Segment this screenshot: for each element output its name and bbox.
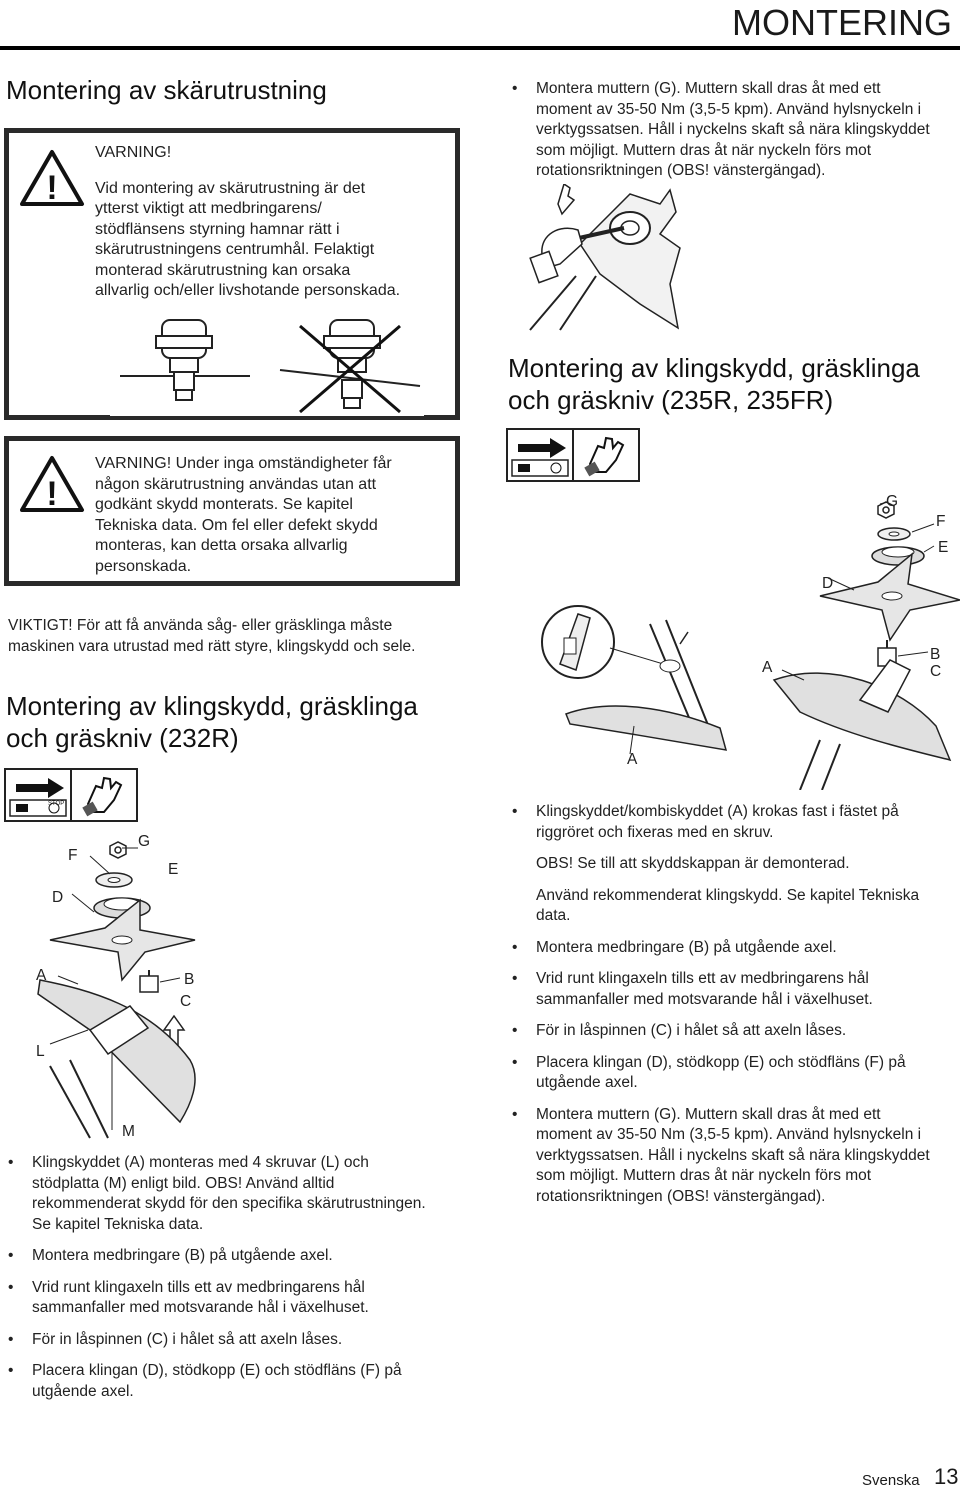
warning2-line: godkänt skydd monterats. Se kapitel (95, 496, 353, 513)
diagram-235r (760, 490, 960, 790)
list-item (506, 1021, 958, 1042)
label-g: G (886, 493, 899, 510)
list-item (506, 938, 958, 959)
bullet-list-235r (506, 802, 958, 1207)
list-item (2, 1153, 468, 1235)
warning-line: ytterst viktigt att medbringarens/ (95, 200, 322, 217)
bullet-line: som möjligt. Muttern dras åt när nyckeln förs mot (536, 1167, 872, 1184)
section-heading-skarutrustning: Montering av skärutrustning (6, 75, 327, 105)
warning-line: monterad skärutrustning kan orsaka (95, 261, 351, 279)
label-f: F (68, 847, 78, 864)
label-m: M (122, 1123, 135, 1140)
warning-title: VARNING! (95, 144, 172, 161)
bullet-line: • Montera medbringare (B) på utgående axel. (32, 1247, 333, 1264)
nut-tightening-illustration (520, 184, 720, 334)
important-note (8, 616, 468, 657)
warning-box-guard (4, 436, 460, 586)
bullet-line: rekommenderat skydd för den specifika skärutrustningen. (32, 1195, 426, 1212)
diagram-232r (30, 830, 230, 1140)
bullet-line: • Vrid runt klingaxeln tills ett av medbringarens hål (536, 970, 869, 987)
bullet-line: • Vrid runt klingaxeln tills ett av medbringarens hål (32, 1278, 365, 1296)
bullet-line: stödplatta (M) enligt bild. OBS! Använd alltid (32, 1174, 335, 1192)
warning-line: stödflänsens styrning hamnar rätt i (95, 220, 340, 238)
page-header-title: MONTERING (732, 2, 952, 43)
list-item (506, 969, 958, 1010)
list-item (506, 79, 958, 182)
svg-text:!: ! (46, 169, 58, 207)
list-item-note (506, 854, 958, 875)
warning2-line: VARNING! Under inga omständigheter får (95, 455, 392, 472)
bullet-line: utgående axel. (536, 1074, 638, 1091)
bullet-line: • Klingskyddet (A) monteras med 4 skruvar (L) och (32, 1154, 369, 1171)
bullet-line: • Klingskyddet/kombiskyddet (A) krokas fast i fästet på (536, 803, 899, 820)
bullet-line: • Montera medbringare (B) på utgående axel. (536, 938, 837, 956)
label-e: E (938, 539, 949, 556)
svg-text:!: ! (46, 475, 58, 513)
bullet-line: • Montera muttern (G). Muttern skall dras åt med ett (536, 1105, 881, 1123)
warning2-line: personskada. (95, 557, 192, 575)
label-g: G (138, 833, 151, 850)
note-line: data. (536, 907, 571, 924)
label-b: B (184, 971, 195, 988)
bullet-line: Se kapitel Tekniska data. (32, 1215, 204, 1233)
list-item (2, 1246, 468, 1267)
blade-centering-illustration (110, 316, 424, 416)
important-line: VIKTIGT! För att få använda såg- eller gräsklinga måste (8, 617, 393, 634)
list-item (506, 1105, 958, 1208)
list-item (506, 802, 958, 843)
stop-engine-gloves-icon (506, 428, 640, 482)
bullet-line: moment av 35-50 Nm (3,5-5 kpm). Använd hylsnyckeln i (536, 100, 922, 118)
warning2-line: Tekniska data. Om fel eller defekt skydd (95, 516, 378, 534)
bullet-line: utgående axel. (32, 1382, 134, 1400)
label-b: B (930, 646, 941, 663)
stop-engine-gloves-icon (4, 768, 138, 822)
guard-hook-illustration (530, 604, 760, 772)
list-item-note (506, 886, 958, 927)
bullet-line: sammanfaller med motsvarande hål i växelhuset. (536, 990, 873, 1008)
footer-page-number: 13 (934, 1464, 959, 1489)
label-c: C (930, 663, 942, 680)
heading-line: och gräskniv (235R, 235FR) (508, 385, 834, 415)
list-item (2, 1361, 468, 1402)
label-l: L (36, 1043, 45, 1060)
label-a: A (762, 659, 773, 676)
bullet-line: • För in låspinnen (C) i hålet så att axeln låses. (32, 1330, 343, 1348)
list-item (506, 1053, 958, 1094)
warning-triangle-icon (19, 149, 85, 207)
bullet-line: rotationsriktningen (OBS! vänstergängad). (536, 162, 826, 179)
label-e: E (168, 861, 179, 878)
heading-line: Montering av klingskydd, gräsklinga (508, 353, 920, 383)
warning2-line: monteras, kan detta orsaka allvarlig (95, 537, 348, 554)
label-d: D (822, 575, 834, 592)
heading-line: Montering av klingskydd, gräsklinga (6, 691, 418, 721)
bullet-line: • Placera klingan (D), stödkopp (E) och stödfläns (F) på (32, 1362, 402, 1379)
bullet-line: • För in låspinnen (C) i hålet så att axeln låses. (536, 1022, 847, 1039)
bullet-list-nut (506, 79, 958, 182)
warning-line: allvarlig och/eller livshotande personskada. (95, 282, 401, 299)
bullet-line: verktygssatsen. Håll i nyckelns skaft så nära klingskyddet (536, 1146, 930, 1164)
section-heading-235r (508, 352, 920, 416)
label-a-hook: A (627, 751, 638, 768)
note-line: OBS! Se till att skyddskappan är demonterad. (536, 855, 850, 872)
list-item (2, 1278, 468, 1319)
bullet-line: rotationsriktningen (OBS! vänstergängad). (536, 1187, 826, 1205)
warning-line: skärutrustningens centrumhål. Felaktigt (95, 241, 375, 258)
label-f: F (936, 513, 946, 530)
bullet-line: riggröret och fixeras med en skruv. (536, 823, 774, 841)
bullet-line: moment av 35-50 Nm (3,5-5 kpm). Använd hylsnyckeln i (536, 1126, 922, 1143)
warning2-line: någon skärutrustning användas utan att (95, 475, 377, 493)
stop-label: STOP (48, 801, 65, 807)
bullet-line: verktygssatsen. Håll i nyckelns skaft så nära klingskyddet (536, 121, 930, 138)
bullet-list-232r (2, 1153, 468, 1402)
list-item (2, 1330, 468, 1351)
warning-line: Vid montering av skärutrustning är det (95, 179, 366, 197)
bullet-line: • Placera klingan (D), stödkopp (E) och stödfläns (F) på (536, 1053, 906, 1071)
heading-line: och gräskniv (232R) (6, 723, 239, 753)
label-a: A (36, 967, 47, 984)
note-line: Använd rekommenderat klingskydd. Se kapitel Tekniska (536, 886, 920, 904)
footer-language: Svenska (862, 1472, 920, 1489)
section-heading-232r (6, 690, 418, 754)
label-d: D (52, 889, 64, 906)
bullet-line: som möjligt. Muttern dras åt när nyckeln förs mot (536, 141, 872, 159)
bullet-line: • Montera muttern (G). Muttern skall dras åt med ett (536, 80, 881, 97)
warning-triangle-icon (19, 455, 85, 513)
label-c: C (180, 993, 192, 1010)
bullet-line: sammanfaller med motsvarande hål i växelhuset. (32, 1299, 369, 1316)
important-line: maskinen vara utrustad med rätt styre, klingskydd och sele. (8, 637, 416, 655)
